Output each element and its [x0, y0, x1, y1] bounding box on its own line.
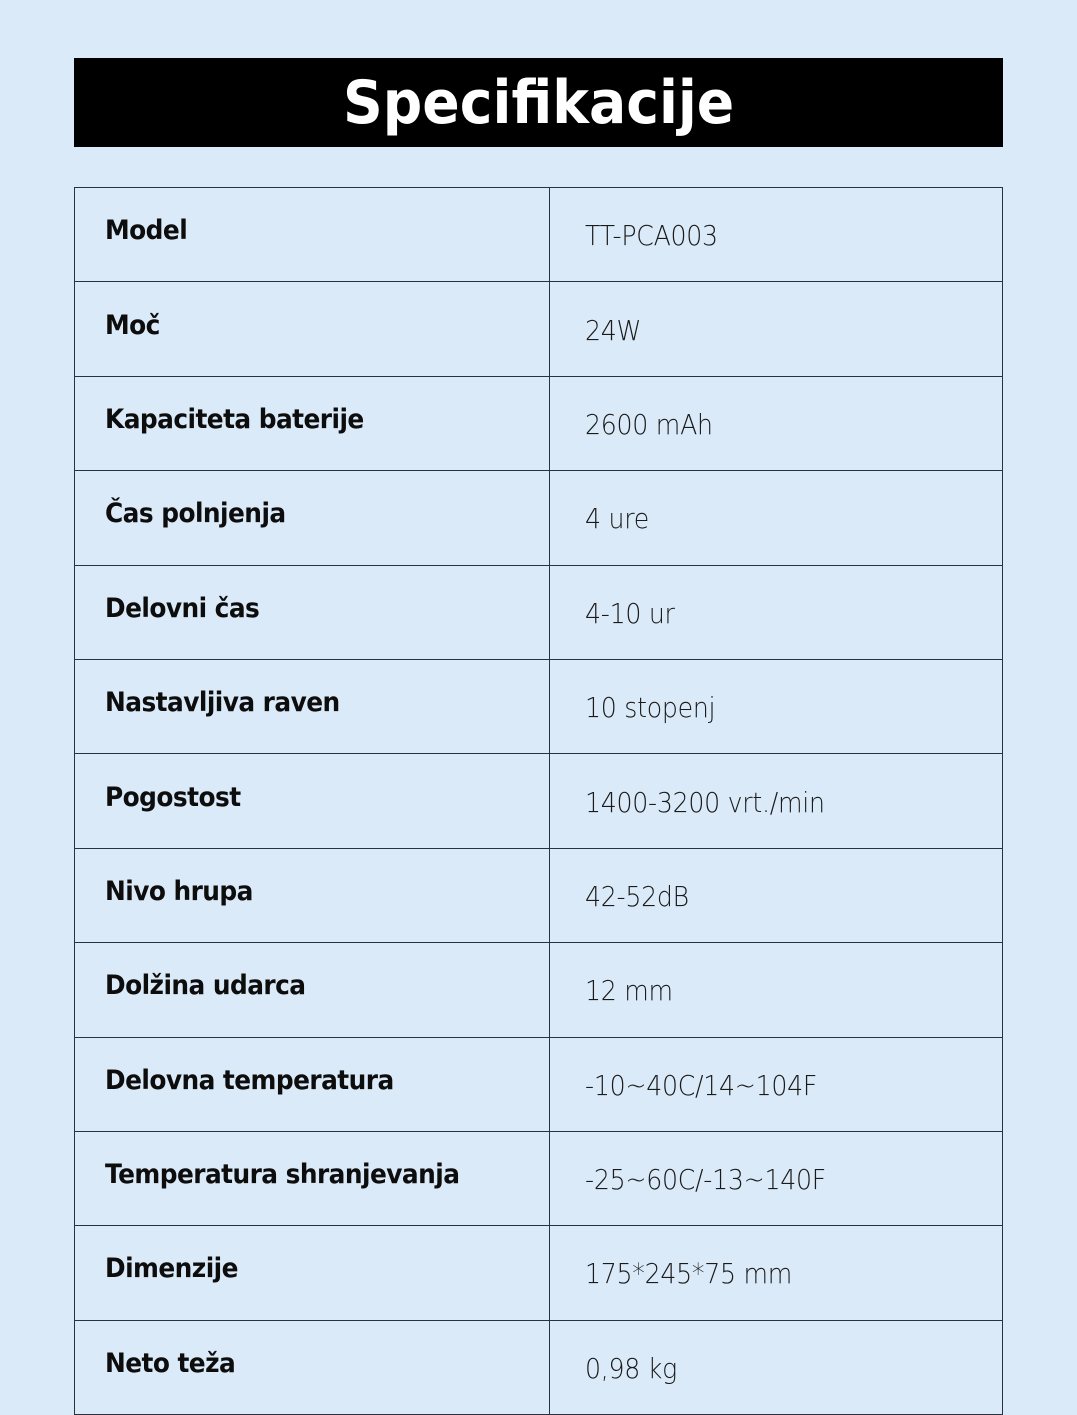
spec-value-cell [550, 1037, 1003, 1131]
spec-value-cell [550, 188, 1003, 282]
spec-value-cell [550, 848, 1003, 942]
table-row [75, 1131, 1003, 1225]
spec-label-cell [75, 943, 550, 1037]
table-row [75, 943, 1003, 1037]
spec-label-cell [75, 376, 550, 470]
spec-value: TT-PCA003 [585, 219, 718, 253]
table-row [75, 282, 1003, 376]
spec-label: Nastavljiva raven [105, 687, 340, 719]
spec-label: Dimenzije [105, 1253, 238, 1285]
spec-value-cell [550, 754, 1003, 848]
spec-value: 0,98 kg [585, 1351, 677, 1385]
spec-value-cell [550, 659, 1003, 753]
spec-label-cell [75, 565, 550, 659]
spec-value: 175*245*75 mm [585, 1257, 793, 1291]
spec-label: Model [105, 215, 188, 247]
spec-value: 42-52dB [585, 879, 689, 913]
spec-label-cell [75, 1037, 550, 1131]
spec-label-cell [75, 754, 550, 848]
spec-label: Delovni čas [105, 592, 260, 624]
spec-label: Kapaciteta baterije [105, 403, 364, 435]
spec-value: 10 stopenj [585, 691, 716, 725]
spec-label: Neto teža [105, 1347, 236, 1379]
table-row [75, 565, 1003, 659]
spec-value: 4-10 ur [585, 596, 675, 630]
table-row [75, 1226, 1003, 1320]
table-row [75, 754, 1003, 848]
spec-value: 24W [585, 313, 642, 347]
spec-label: Pogostost [105, 781, 241, 813]
title-banner [74, 58, 1003, 147]
spec-label-cell [75, 282, 550, 376]
spec-label: Delovna temperatura [105, 1064, 394, 1096]
page-title: Specifikacije [342, 67, 735, 138]
spec-value-cell [550, 471, 1003, 565]
spec-label-cell [75, 1131, 550, 1225]
spec-value-cell [550, 943, 1003, 1037]
spec-label: Čas polnjenja [105, 498, 286, 530]
spec-value-cell [550, 1131, 1003, 1225]
table-row [75, 1320, 1003, 1414]
spec-label: Nivo hrupa [105, 875, 253, 907]
spec-value: 4 ure [585, 502, 649, 536]
spec-label-cell [75, 659, 550, 753]
table-row [75, 1037, 1003, 1131]
spec-label-cell [75, 1226, 550, 1320]
spec-label-cell [75, 471, 550, 565]
specifications-table [74, 187, 1003, 1415]
spec-value: -10~40C/14~104F [585, 1068, 818, 1102]
spec-value-cell [550, 282, 1003, 376]
table-row [75, 376, 1003, 470]
table-row [75, 471, 1003, 565]
spec-label: Dolžina udarca [105, 970, 306, 1002]
spec-label-cell [75, 1320, 550, 1414]
spec-value: 1400-3200 vrt./min [585, 785, 825, 819]
spec-value: -25~60C/-13~140F [585, 1163, 826, 1197]
spec-value: 12 mm [585, 974, 673, 1008]
spec-label-cell [75, 848, 550, 942]
spec-label: Temperatura shranjevanja [105, 1159, 460, 1191]
spec-value: 2600 mAh [585, 407, 713, 441]
spec-label-cell [75, 188, 550, 282]
spec-value-cell [550, 1320, 1003, 1414]
spec-label: Moč [105, 309, 160, 341]
table-row [75, 188, 1003, 282]
spec-value-cell [550, 565, 1003, 659]
table-row [75, 659, 1003, 753]
spec-value-cell [550, 1226, 1003, 1320]
table-row [75, 848, 1003, 942]
spec-value-cell [550, 376, 1003, 470]
